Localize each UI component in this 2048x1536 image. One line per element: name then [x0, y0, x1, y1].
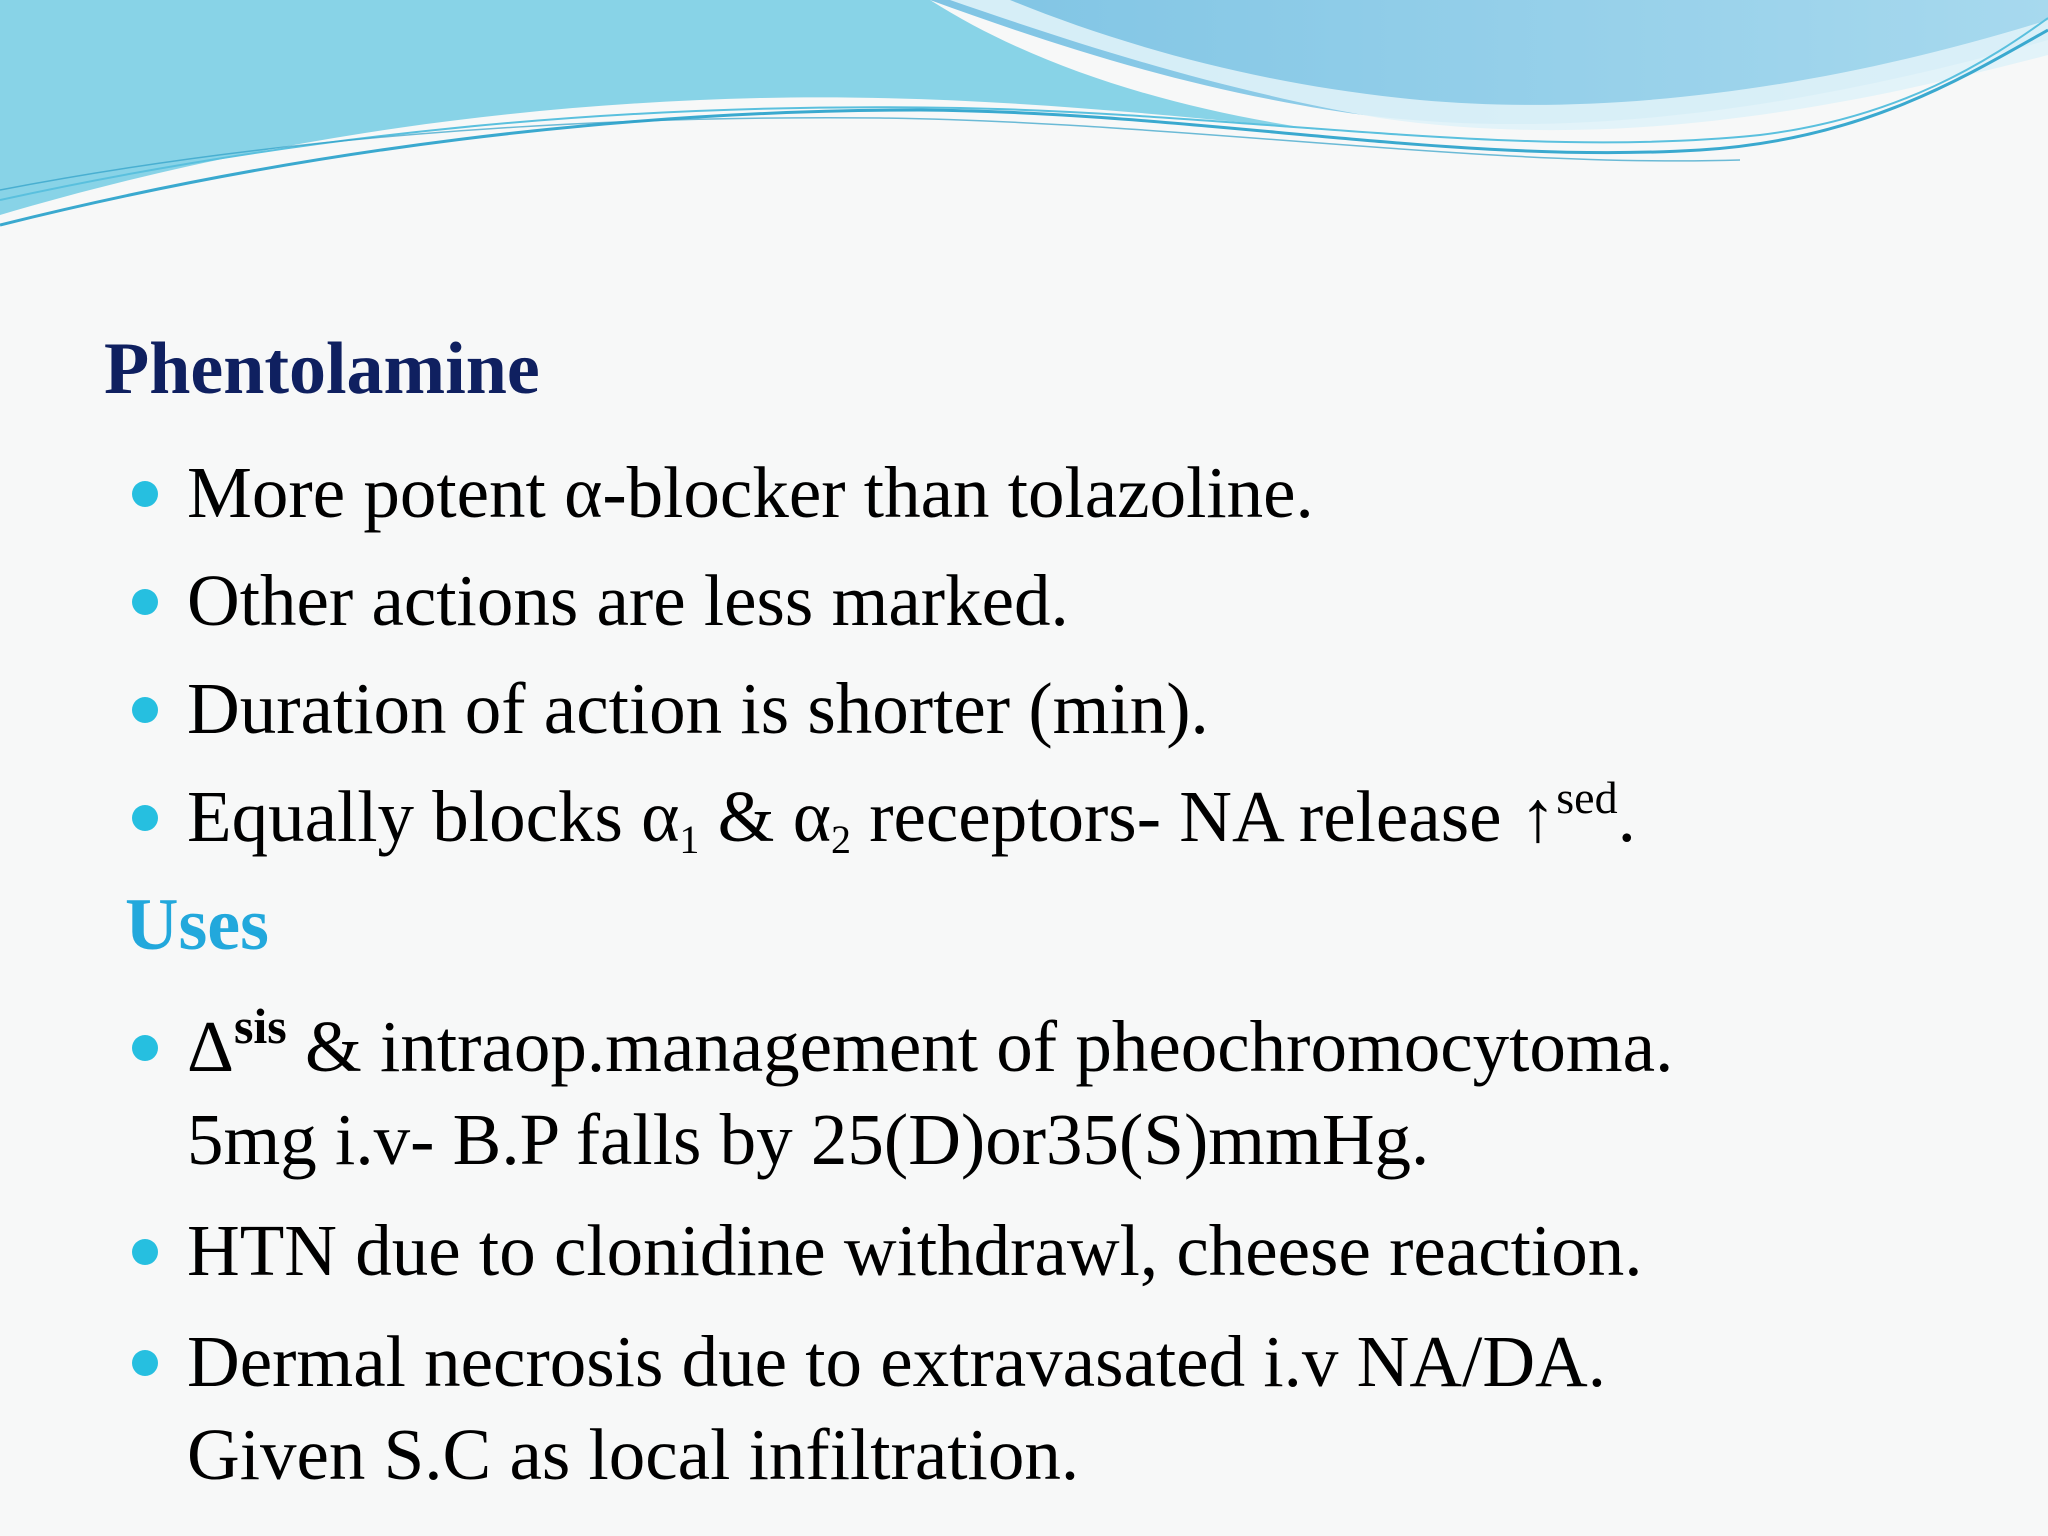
superscript: sed — [1556, 772, 1618, 823]
bullet-text: Dermal necrosis due to extravasated i.v NA/DA. — [187, 1321, 1607, 1402]
bullet-text-part: Equally blocks α — [187, 776, 680, 857]
bullet-text: HTN due to clonidine withdrawl, cheese reaction. — [187, 1210, 1643, 1291]
slide-title: Phentolamine — [104, 328, 540, 410]
bullet-text-part: Δ — [187, 1006, 234, 1087]
bullet-text-part: & α — [699, 776, 831, 857]
bullet-dot-icon — [132, 805, 158, 831]
bullet-dot-icon — [132, 1035, 158, 1061]
bullet-dot-icon — [132, 1239, 158, 1265]
list-item — [130, 1204, 2010, 1297]
bullet-text-part: & intraop.management of pheochromocytoma. — [286, 1006, 1674, 1087]
uses-list — [130, 1000, 2010, 1519]
uses-heading: Uses — [125, 884, 269, 966]
bullet-text: Other actions are less marked. — [187, 560, 1069, 641]
bullet-dot-icon — [132, 481, 158, 507]
list-item — [130, 770, 2010, 863]
list-item — [130, 662, 2010, 755]
bullet-text-line2: Given S.C as local infiltration. — [187, 1414, 1080, 1495]
bullet-dot-icon — [132, 589, 158, 615]
superscript: sis — [233, 998, 287, 1054]
subscript: 2 — [830, 817, 851, 862]
bullet-text-part: receptors- NA release ↑ — [850, 776, 1557, 857]
header-wave-decoration — [0, 0, 2048, 240]
list-item — [130, 1315, 2010, 1501]
list-item — [130, 1000, 2010, 1186]
bullet-text: More potent α-blocker than tolazoline. — [187, 452, 1314, 533]
list-item — [130, 554, 2010, 647]
list-item — [130, 446, 2010, 539]
bullet-dot-icon — [132, 697, 158, 723]
bullet-text-line2: 5mg i.v- B.P falls by 25(D)or35(S)mmHg. — [187, 1099, 1430, 1180]
subscript: 1 — [679, 817, 700, 862]
bullet-text-part: . — [1617, 776, 1636, 857]
features-list — [130, 446, 2010, 878]
bullet-text: Duration of action is shorter (min). — [187, 668, 1209, 749]
bullet-dot-icon — [132, 1350, 158, 1376]
